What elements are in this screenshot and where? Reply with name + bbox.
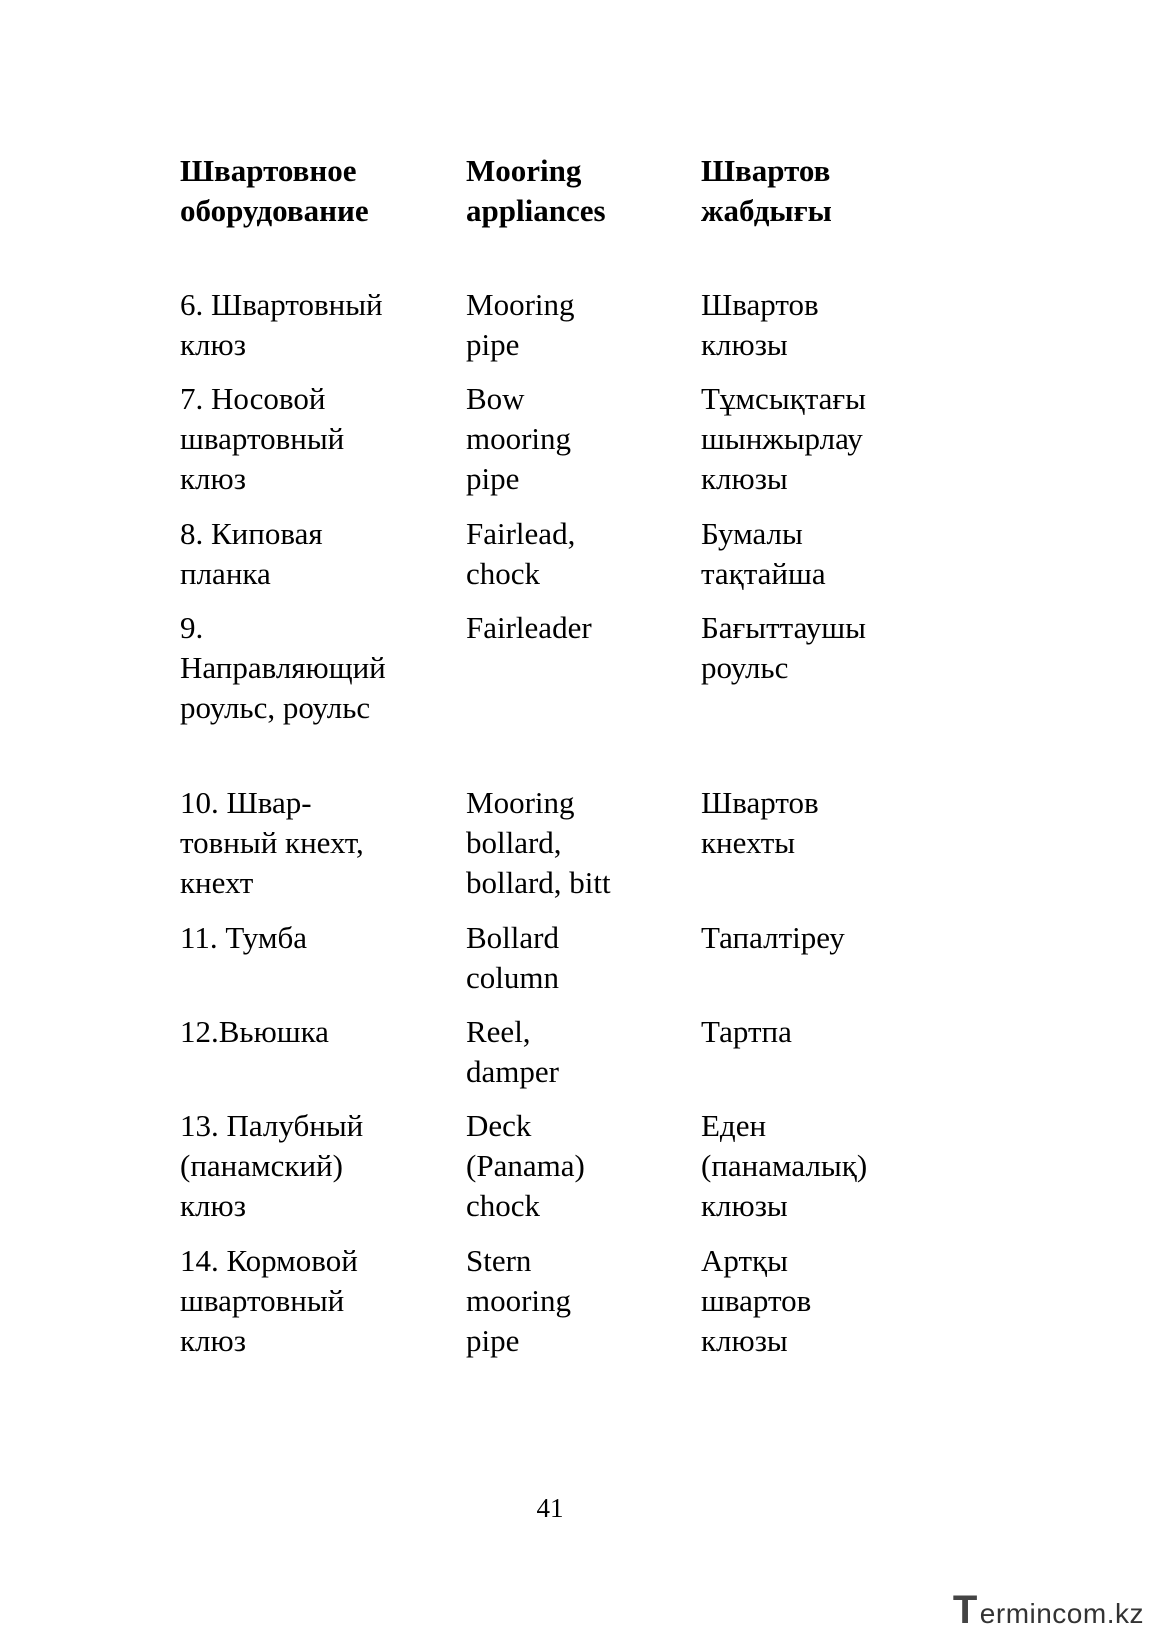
term-kazakh: Тұмсықтағы шынжырлау клюзы: [701, 381, 866, 496]
term-russian: 14. Кормовой швартовный клюз: [180, 1243, 358, 1358]
term-kazakh: Тартпа: [701, 1014, 792, 1049]
header-kazakh: Швартов жабдығы: [701, 153, 832, 228]
term-english: Stern mooring pipe: [466, 1243, 572, 1358]
term-english: Mooring pipe: [466, 287, 575, 362]
watermark-text: ermincom.kz: [979, 1598, 1144, 1629]
header-english: Mooring appliances: [466, 153, 606, 228]
term-russian: 11. Тумба: [180, 920, 307, 955]
watermark-logo-letter: T: [952, 1588, 978, 1632]
term-kazakh: Тапалтіреу: [701, 920, 845, 955]
term-russian: 7. Носовой швартовный клюз: [180, 381, 345, 496]
terminology-site-watermark: [953, 1590, 1144, 1630]
term-kazakh: Бағыттаушы роульс: [701, 610, 866, 685]
term-kazakh: Артқы швартов клюзы: [701, 1243, 812, 1358]
term-english: Bollard column: [466, 920, 559, 995]
term-english: Mooring bollard, bollard, bitt: [466, 785, 611, 900]
term-kazakh: Еден (панамалық) клюзы: [701, 1108, 868, 1223]
term-english: Reel, damper: [466, 1014, 559, 1089]
term-english: Fairleader: [466, 610, 592, 645]
term-russian: 10. Швар- товный кнехт, кнехт: [180, 785, 364, 900]
term-kazakh: Бумалы тақтайша: [701, 516, 826, 591]
term-russian: 6. Швартовный клюз: [180, 287, 383, 362]
term-english: Bow mooring pipe: [466, 381, 572, 496]
term-russian: 12.Вьюшка: [180, 1014, 329, 1049]
page-number: 41: [536, 1493, 564, 1523]
term-russian: 8. Киповая планка: [180, 516, 323, 591]
header-russian: Швартовное оборудование: [180, 153, 369, 228]
term-english: Deck (Panama) chock: [466, 1108, 585, 1223]
term-russian: 9. Направляющий роульс, роульс: [180, 610, 386, 725]
term-kazakh: Швартов кнехты: [701, 785, 819, 860]
term-english: Fairlead, chock: [466, 516, 576, 591]
term-russian: 13. Палубный (панамский) клюз: [180, 1108, 364, 1223]
term-kazakh: Швартов клюзы: [701, 287, 819, 362]
